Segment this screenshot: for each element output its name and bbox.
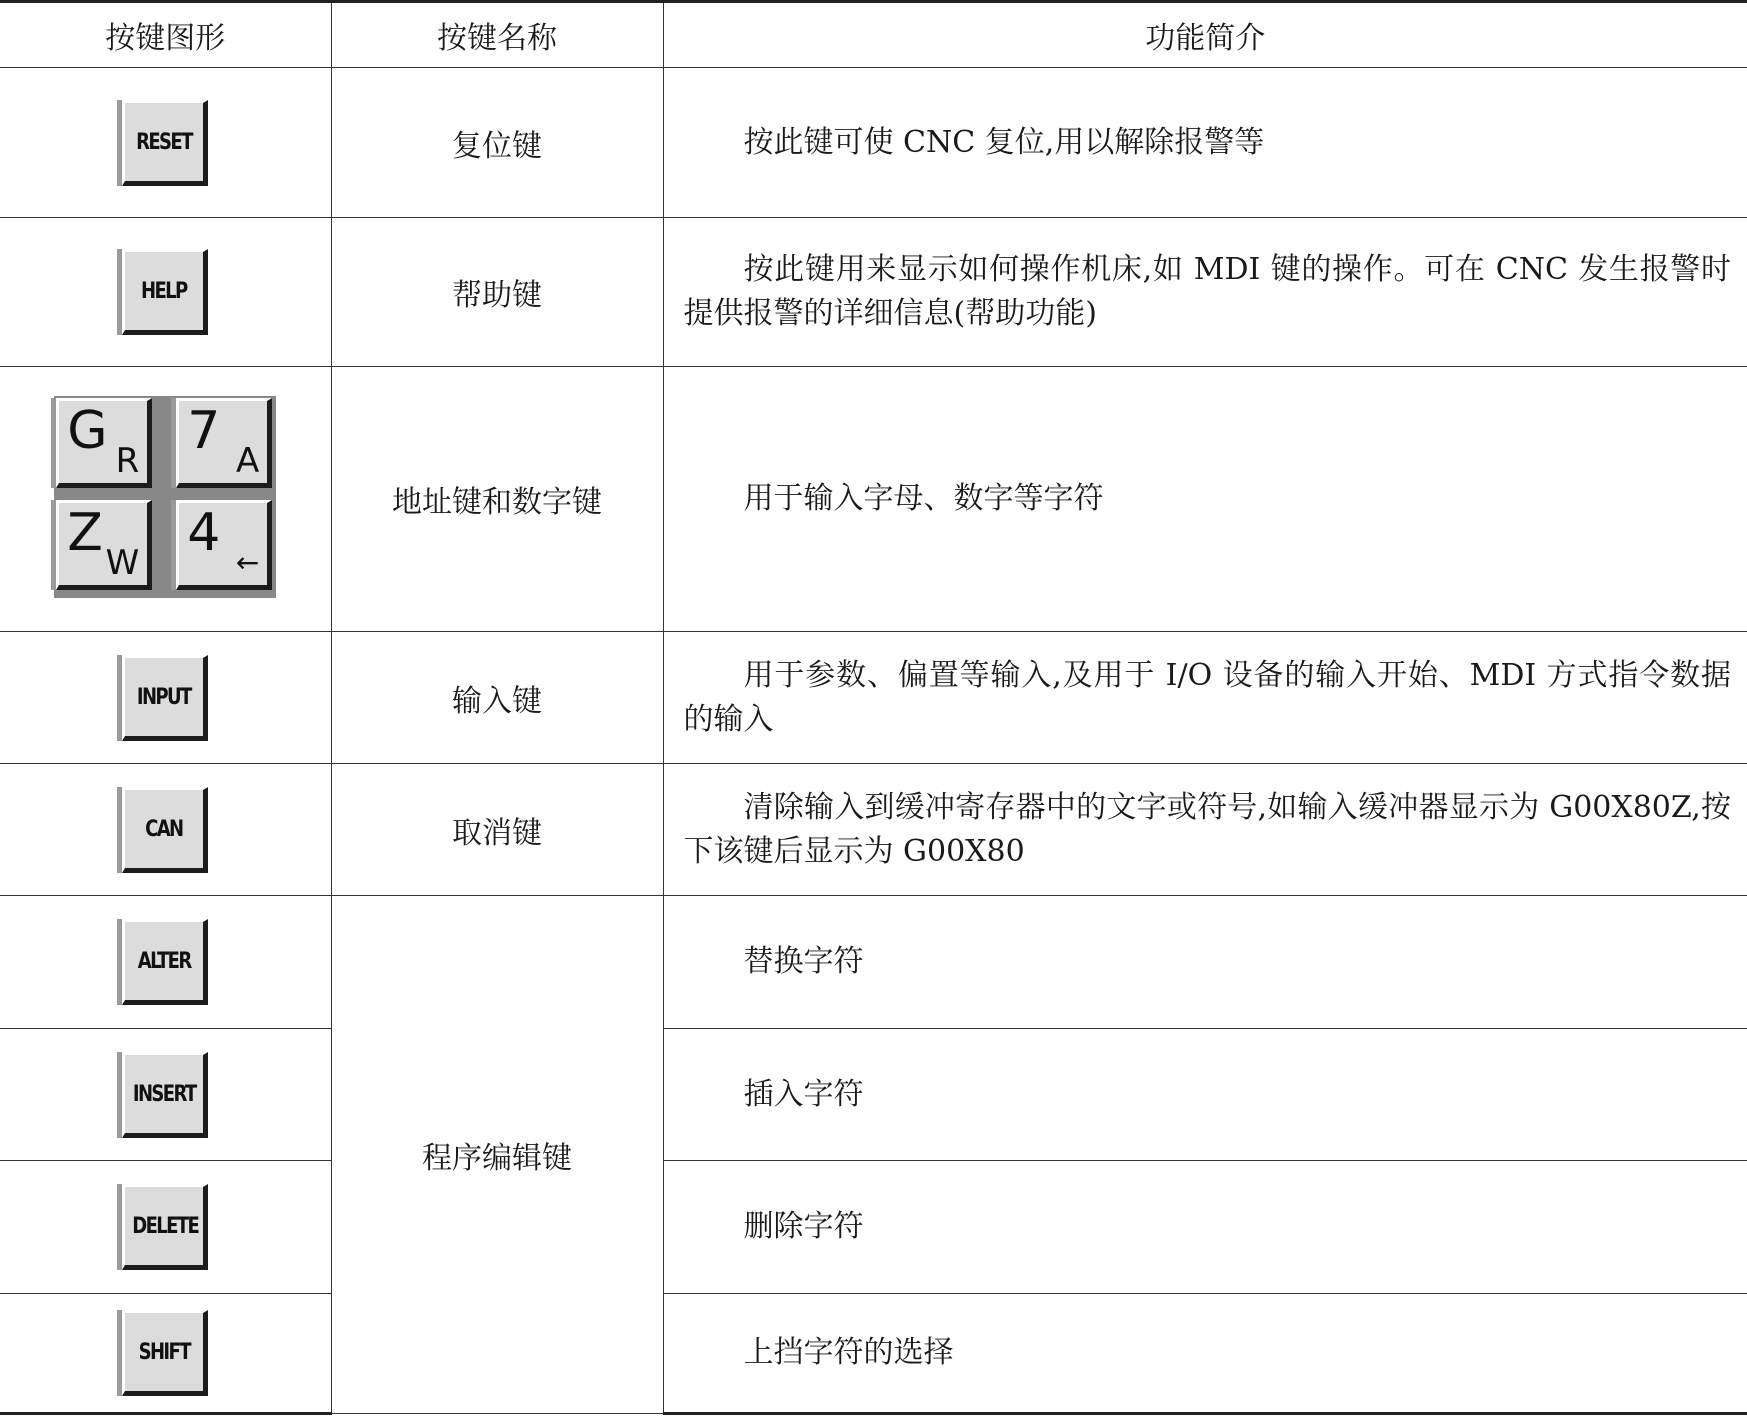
key-description: 清除输入到缓冲寄存器中的文字或符号,如输入缓冲器显示为 G00X80Z,按下该键后显示为 G00X80 <box>663 764 1747 896</box>
key-description: 替换字符 <box>663 896 1747 1029</box>
reset-key-icon: RESET <box>122 100 208 186</box>
table-row <box>0 764 1747 896</box>
table-row <box>0 632 1747 764</box>
alter-key-icon: ALTER <box>122 919 208 1005</box>
key-name: 复位键 <box>331 68 663 218</box>
key-name: 帮助键 <box>331 218 663 367</box>
table-row <box>0 218 1747 367</box>
key-image-cell <box>0 68 331 218</box>
key-name: 地址键和数字键 <box>331 367 663 632</box>
header-function: 功能简介 <box>663 2 1747 68</box>
key-g-r-icon: G R <box>56 398 152 488</box>
shift-key-icon: SHIFT <box>122 1310 208 1396</box>
key-image-cell <box>0 367 331 632</box>
key-7-a-icon: 7 A <box>176 398 272 488</box>
key-description: 插入字符 <box>663 1029 1747 1161</box>
header-key-image: 按键图形 <box>0 2 331 68</box>
table-row <box>0 1294 1747 1414</box>
key-image-cell <box>0 896 331 1029</box>
key-description: 按此键用来显示如何操作机床,如 MDI 键的操作。可在 CNC 发生报警时提供报警的详细信息(帮助功能) <box>663 218 1747 367</box>
input-key-icon: INPUT <box>122 655 208 741</box>
key-description: 上挡字符的选择 <box>663 1294 1747 1414</box>
table-row <box>0 1029 1747 1161</box>
key-image-cell <box>0 1161 331 1294</box>
key-description: 用于参数、偏置等输入,及用于 I/O 设备的输入开始、MDI 方式指令数据的输入 <box>663 632 1747 764</box>
key-image-cell <box>0 1294 331 1414</box>
table-row <box>0 68 1747 218</box>
insert-key-icon: INSERT <box>122 1052 208 1138</box>
table-row <box>0 367 1747 632</box>
key-image-cell <box>0 764 331 896</box>
key-description: 用于输入字母、数字等字符 <box>663 367 1747 632</box>
key-description: 按此键可使 CNC 复位,用以解除报警等 <box>663 68 1747 218</box>
key-name: 输入键 <box>331 632 663 764</box>
table-header-row <box>0 2 1747 68</box>
key-name: 程序编辑键 <box>331 896 663 1414</box>
address-numeric-keypad-icon <box>54 396 276 598</box>
key-description: 删除字符 <box>663 1161 1747 1294</box>
table-row <box>0 1161 1747 1294</box>
can-key-icon: CAN <box>122 787 208 873</box>
key-image-cell <box>0 218 331 367</box>
table-row <box>0 896 1747 1029</box>
help-key-icon: HELP <box>122 249 208 335</box>
key-4-arrow-icon: 4 ← <box>176 500 272 590</box>
key-image-cell <box>0 632 331 764</box>
key-name: 取消键 <box>331 764 663 896</box>
key-image-cell <box>0 1029 331 1161</box>
key-z-w-icon: Z W <box>56 500 152 590</box>
header-key-name: 按键名称 <box>331 2 663 68</box>
delete-key-icon: DELETE <box>122 1184 208 1270</box>
